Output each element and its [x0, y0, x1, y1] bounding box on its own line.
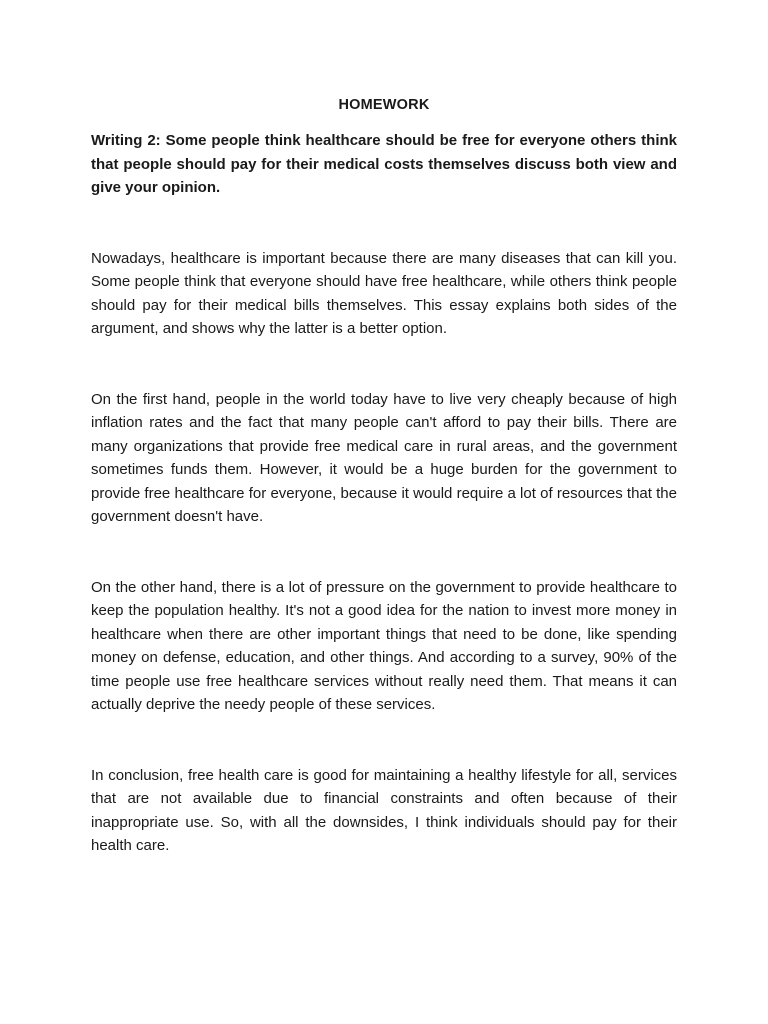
- writing-prompt: Writing 2: Some people think healthcare should be free for everyone others think that people should pay for their medical costs themselves discuss both view and give your opinion.: [91, 132, 677, 196]
- paragraph-body-one: On the first hand, people in the world today have to live very cheaply because of high inflation rates and the fact that many people can't afford to pay their bills. There are many organizations that provide free medical care in rural areas, and the government sometimes funds them. However, it would be a huge burden for the government to provide free healthcare for everyone, because it would require a lot of resources that the government doesn't have.: [91, 390, 677, 525]
- document-title: HOMEWORK: [338, 97, 430, 113]
- paragraph-body-two: On the other hand, there is a lot of pressure on the government to provide healthcare to keep the population healthy. It's not a good idea for the nation to invest more money in healthcare when there are other important things that need to be done, like spending money on defense, education, and other things. And according to a survey, 90% of the time people use free healthcare services without really need them. That means it can actually deprive the needy people of these services.: [91, 578, 677, 713]
- spacer: [91, 341, 677, 388]
- document-body: [91, 95, 677, 858]
- paragraph-introduction: Nowadays, healthcare is important because there are many diseases that can kill you. Some people think that everyone should have free healthcare, while others think people should pay for their medical bills themselves. This essay explains both sides of the argument, and shows why the latter is a better option.: [91, 249, 677, 337]
- spacer: [91, 529, 677, 576]
- paragraph-conclusion: In conclusion, free health care is good for maintaining a healthy lifestyle for all, services that are not available due to financial constraints and often because of their inappropriate use. So, with all the downsides, I think individuals should pay for their health care.: [91, 766, 677, 854]
- spacer: [91, 200, 677, 247]
- spacer: [91, 717, 677, 764]
